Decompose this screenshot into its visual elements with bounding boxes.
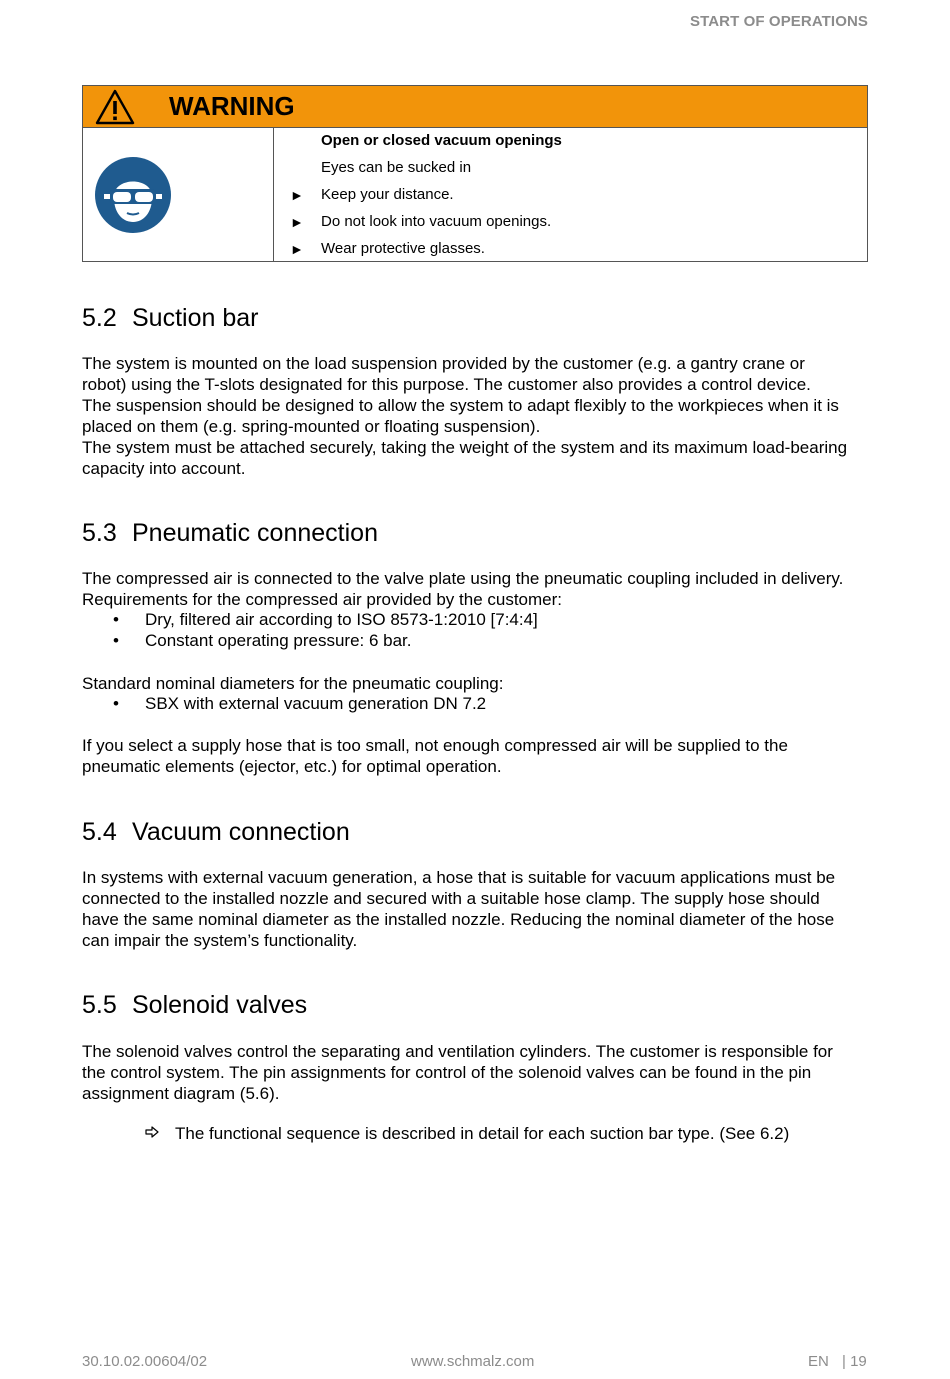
paragraph-vacuum-connection [82, 867, 882, 951]
running-header: START OF OPERATIONS [689, 13, 868, 30]
bullet-dot-icon: • [113, 610, 119, 629]
ppe-icon-cell [83, 128, 274, 261]
warning-text-cell [274, 128, 867, 261]
requirement-item: Dry, filtered air according to ISO 8573-1:2010 [7:4:4] [145, 610, 538, 629]
text-line: The compressed air is connected to the valve plate using the pneumatic coupling included in delivery. [82, 569, 844, 588]
bullet-arrow-icon: ► [290, 187, 304, 203]
section-number: 5.5 [82, 991, 117, 1019]
section-number: 5.4 [82, 818, 117, 846]
paragraph-pneumatic-intro [82, 568, 882, 610]
text-line: The system is mounted on the load suspension provided by the customer (e.g. a gantry crane or [82, 354, 805, 373]
bullet-arrow-icon: ► [290, 241, 304, 257]
footer-page-number: | 19 [842, 1353, 867, 1370]
section-number: 5.2 [82, 304, 117, 332]
text-line: have the same nominal diameter as the installed nozzle. Reducing the nominal diameter of the hose [82, 910, 835, 929]
text-line: placed on them (e.g. spring-mounted or floating suspension). [82, 417, 541, 436]
bullet-dot-icon: • [113, 631, 119, 650]
warning-measure: Wear protective glasses. [321, 240, 485, 257]
section-heading-5-3 [82, 519, 378, 548]
bullet-dot-icon: • [113, 694, 119, 713]
text-line: pneumatic elements (ejector, etc.) for optimal operation. [82, 757, 502, 776]
diameters-intro: Standard nominal diameters for the pneumatic coupling: [82, 674, 504, 693]
text-line: the control system. The pin assignments for control of the solenoid valves can be found in the pin [82, 1063, 812, 1082]
warning-box [82, 85, 868, 262]
section-heading-5-4 [82, 818, 350, 847]
warning-measure: Keep your distance. [321, 186, 454, 203]
text-line: The solenoid valves control the separating and ventilation cylinders. The customer is responsible for [82, 1042, 833, 1061]
paragraph-hose-note [82, 735, 882, 777]
warning-risk: Eyes can be sucked in [321, 159, 472, 176]
text-line: capacity into account. [82, 459, 246, 478]
section-heading-5-2 [82, 304, 258, 333]
warning-measure: Do not look into vacuum openings. [321, 213, 552, 230]
section-title: Solenoid valves [132, 991, 308, 1019]
section-title: Suction bar [132, 304, 259, 332]
paragraph-suction-bar [82, 353, 882, 479]
footer-website: www.schmalz.com [411, 1353, 535, 1370]
text-line: If you select a supply hose that is too small, not enough compressed air will be supplied to the [82, 736, 788, 755]
text-line: The suspension should be designed to allow the system to adapt flexibly to the workpieces when it is [82, 396, 839, 415]
text-line: can impair the system’s functionality. [82, 931, 358, 950]
text-line: assignment diagram (5.6). [82, 1084, 280, 1103]
text-line: In systems with external vacuum generation, a hose that is suitable for vacuum applications must be [82, 868, 836, 887]
hollow-arrow-icon [145, 1125, 159, 1144]
text-line: Requirements for the compressed air provided by the customer: [82, 590, 563, 609]
section-title: Vacuum connection [132, 818, 350, 846]
text-line: connected to the installed nozzle and secured with a suitable hose clamp. The supply hose should [82, 889, 820, 908]
text-line: The system must be attached securely, taking the weight of the system and its maximum load-bearing [82, 438, 848, 457]
diameter-item: SBX with external vacuum generation DN 7.2 [145, 694, 487, 713]
warning-heading: Open or closed vacuum openings [321, 132, 562, 149]
cross-reference-note: The functional sequence is described in detail for each suction bar type. (See 6.2) [175, 1124, 790, 1143]
requirement-item: Constant operating pressure: 6 bar. [145, 631, 412, 650]
warning-title: WARNING [169, 91, 295, 121]
section-number: 5.3 [82, 519, 117, 547]
footer-doc-number: 30.10.02.00604/02 [82, 1353, 208, 1370]
warning-triangle-icon [95, 89, 135, 130]
warning-banner [83, 86, 867, 128]
bullet-arrow-icon: ► [290, 214, 304, 230]
eye-protection-icon [94, 156, 172, 239]
paragraph-solenoid-valves [82, 1041, 882, 1104]
text-line: robot) using the T-slots designated for this purpose. The customer also provides a control device. [82, 375, 811, 394]
section-heading-5-5 [82, 991, 307, 1020]
section-title: Pneumatic connection [132, 519, 378, 547]
footer-language: EN [808, 1353, 829, 1370]
